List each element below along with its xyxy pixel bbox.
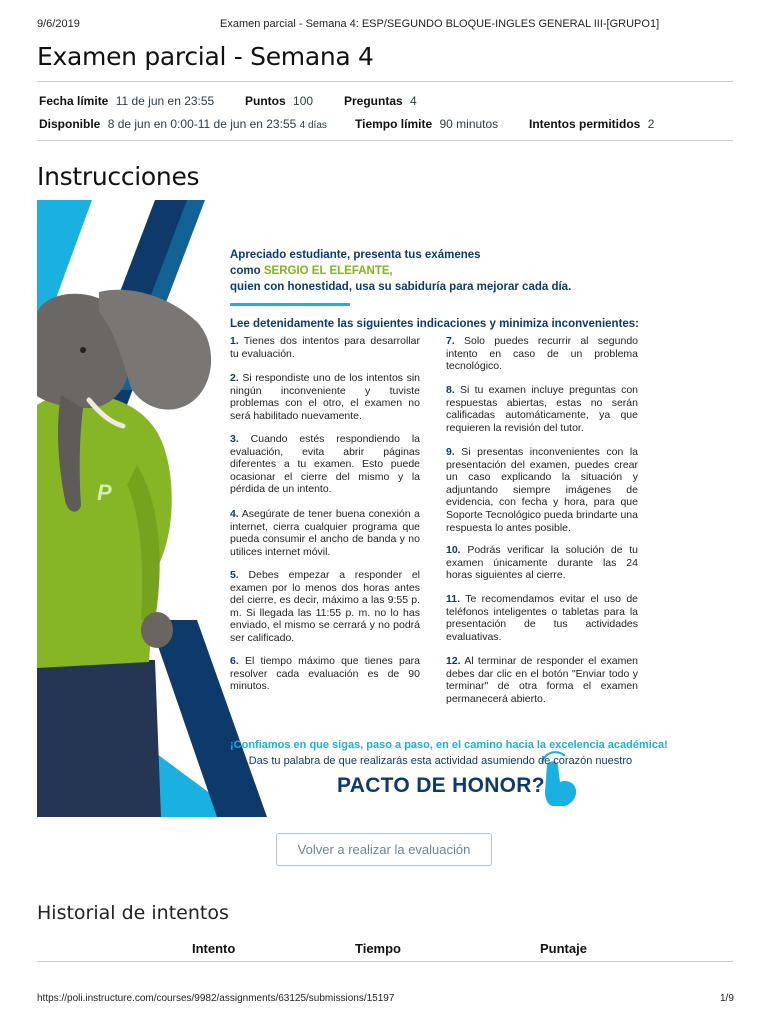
instruction-item: 3. Cuando estés respondiendo la evaluación, evita abrir páginas diferentes a tu examen. Esto puede ocasionar el cierre del mismo y la pérdida de un intento. — [230, 433, 420, 496]
questions-value: 4 — [410, 94, 417, 108]
greeting-line2 — [230, 265, 393, 277]
points — [245, 94, 313, 108]
greeting-line3: quien con honestidad, usa su sabiduría para mejorar cada día. — [230, 281, 572, 293]
instruction-item: 11. Te recomendamos evitar el uso de teléfonos inteligentes o tabletas para la presentación de tus actividades evaluativas. — [446, 593, 638, 643]
time-limit — [355, 117, 498, 131]
divider — [37, 81, 733, 82]
instruction-item: 1. Tienes dos intentos para desarrollar tu evaluación. — [230, 335, 420, 360]
history-title: Historial de intentos — [37, 902, 229, 924]
instruction-item: 8. Si tu examen incluye preguntas con respuestas abiertas, estas no serán calificadas automáticamente, ya que requieren la revisión del tutor. — [446, 384, 638, 434]
questions — [344, 94, 417, 108]
jeans — [37, 660, 161, 817]
instruction-item: 10. Podrás verificar la solución de tu examen únicamente durante las 24 horas siguientes al cierre. — [446, 544, 639, 582]
instruction-item: 5. Debes empezar a responder el examen por lo menos dos horas antes del cierre, es decir, máximo a las 9:55 p. m. Si llegada las 11:55 p. m. no lo has enviado, el mismo se cerrará y no podrá ser calificado. — [230, 569, 420, 644]
available-value: 8 de jun en 0:00-11 de jun en 23:55 — [107, 117, 297, 131]
print-page-number: 1/9 — [720, 993, 734, 1004]
attempts-value: 2 — [647, 117, 655, 131]
instruction-item: 6. El tiempo máximo que tienes para resolver cada evaluación es de 90 minutos. — [230, 655, 421, 693]
divider — [37, 140, 733, 141]
greeting-underline — [230, 303, 350, 306]
instructions-title: Instrucciones — [37, 162, 200, 191]
greeting-prefix: como — [230, 265, 264, 277]
available — [39, 117, 327, 131]
fist — [141, 612, 173, 648]
instructions-lead: Lee detenidamente las siguientes indicaciones y minimiza inconvenientes: — [230, 318, 640, 330]
due-label: Fecha límite — [39, 94, 109, 108]
attempts-label: Intentos permitidos — [529, 117, 641, 131]
motto: ¡Confiamos en que sigas, paso a paso, en el camino hacia la excelencia académica! — [230, 739, 668, 751]
time-limit-label: Tiempo límite — [355, 117, 433, 131]
questions-label: Preguntas — [344, 94, 403, 108]
instruction-item: 12. Al terminar de responder el examen debes dar clic en el botón "Enviar todo y terminar" de otra forma el examen permanecerá abierto. — [446, 655, 639, 705]
instructions-banner — [37, 200, 668, 817]
print-url: https://poli.instructure.com/courses/9982/assignments/63125/submissions/15197 — [37, 993, 395, 1004]
table-divider — [37, 961, 733, 962]
available-days: 4 días — [299, 120, 327, 131]
time-limit-value: 90 minutos — [439, 117, 499, 131]
honor-question: ¿Das tu palabra de que realizarás esta actividad asumiendo de corazón nuestro — [242, 755, 633, 767]
instruction-item: 4. Asegúrate de tener buena conexión a internet, cierra cualquier programa que pueda consumir el ancho de banda y no utilices internet móvil. — [230, 508, 420, 558]
page-title: Examen parcial - Semana 4 — [37, 42, 374, 71]
points-label: Puntos — [245, 94, 286, 108]
due-date — [39, 94, 214, 108]
points-value: 100 — [293, 94, 314, 108]
available-label: Disponible — [39, 117, 101, 131]
instruction-item: 2. Si respondiste uno de los intentos sin ningún inconveniente y tuviste problemas con el otro, el examen no será habilitado nuevamente. — [230, 372, 420, 422]
print-title: Examen parcial - Semana 4: ESP/SEGUNDO BLOQUE-INGLES GENERAL III-[GRUPO1] — [220, 18, 660, 30]
column-header-score: Puntaje — [540, 941, 587, 956]
due-value: 11 de jun en 23:55 — [115, 94, 215, 108]
hoodie-logo: P — [97, 480, 112, 505]
elephant-eye — [80, 347, 86, 353]
greeting-line1: Apreciado estudiante, presenta tus exámenes — [230, 249, 481, 261]
honor-pact: PACTO DE HONOR? — [337, 774, 545, 797]
greeting-name: SERGIO EL ELEFANTE, — [263, 265, 393, 277]
instruction-item: 7. Solo puedes recurrir al segundo intento en caso de un problema tecnológico. — [446, 335, 638, 373]
column-header-attempt: Intento — [192, 941, 236, 956]
print-date: 9/6/2019 — [37, 18, 80, 30]
column-header-time: Tiempo — [355, 941, 401, 956]
instruction-item: 9. Si presentas inconvenientes con la presentación del examen, puedes crear un caso explicando la situación y adjuntando siempre imágenes de evidencia, con fecha y hora, para que Soporte Tecnológico pueda brindarte una respuesta lo antes posible. — [446, 446, 638, 534]
retry-evaluation-button[interactable]: Volver a realizar la evaluación — [276, 833, 492, 866]
attempts — [529, 117, 654, 131]
